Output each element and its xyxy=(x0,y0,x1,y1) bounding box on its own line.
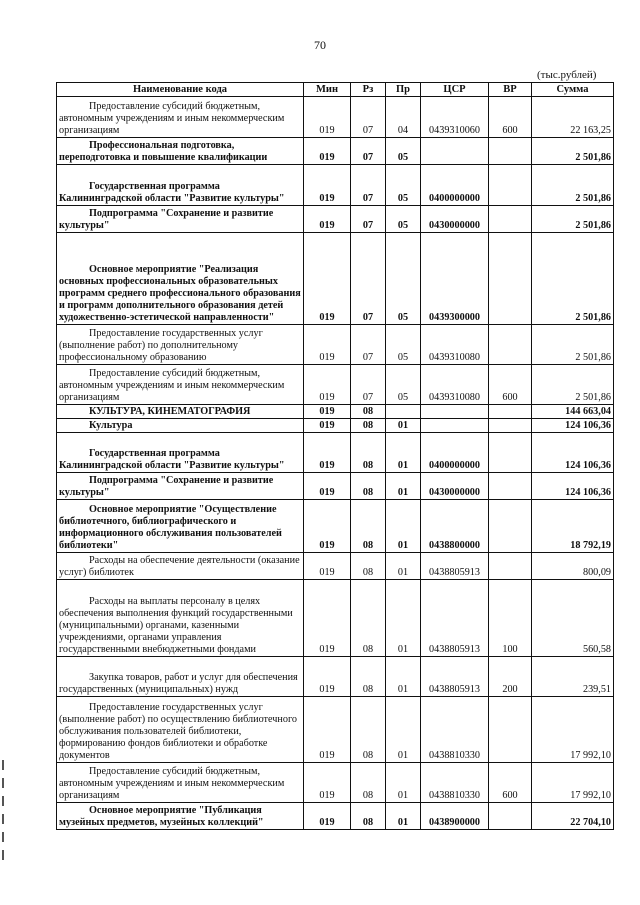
cell-vr xyxy=(489,233,532,325)
cell-min: 019 xyxy=(304,473,351,500)
cell-name: Подпрограмма "Сохранение и развитие культуры" xyxy=(57,206,304,233)
cell-name: Закупка товаров, работ и услуг для обеспечения государственных (муниципальных) нужд xyxy=(57,657,304,697)
cell-rz: 07 xyxy=(351,325,386,365)
cell-rz: 07 xyxy=(351,206,386,233)
cell-name: Расходы на обеспечение деятельности (оказание услуг) библиотек xyxy=(57,553,304,580)
cell-min: 019 xyxy=(304,657,351,697)
table-row xyxy=(57,433,614,473)
cell-vr xyxy=(489,206,532,233)
cell-vr xyxy=(489,803,532,830)
cell-min: 019 xyxy=(304,433,351,473)
cell-csr: 0439310080 xyxy=(421,325,489,365)
cell-rz: 08 xyxy=(351,405,386,419)
cell-pr: 05 xyxy=(386,165,421,206)
cell-vr xyxy=(489,553,532,580)
cell-sum: 239,51 xyxy=(532,657,614,697)
header-vr: ВР xyxy=(489,83,532,97)
table-row xyxy=(57,697,614,763)
scan-edge-marks xyxy=(2,760,5,900)
table-row xyxy=(57,553,614,580)
cell-csr: 0400000000 xyxy=(421,433,489,473)
cell-vr xyxy=(489,165,532,206)
cell-rz: 08 xyxy=(351,697,386,763)
cell-name: Предоставление государственных услуг (выполнение работ) по осуществлению библиотечного обслуживания пользователей библиотеки, формированию фондов библиотеки и обработке документов xyxy=(57,697,304,763)
cell-csr: 0439300000 xyxy=(421,233,489,325)
cell-name: Подпрограмма "Сохранение и развитие культуры" xyxy=(57,473,304,500)
table-row xyxy=(57,473,614,500)
cell-min: 019 xyxy=(304,165,351,206)
cell-csr xyxy=(421,138,489,165)
cell-sum: 22 163,25 xyxy=(532,97,614,138)
cell-rz: 08 xyxy=(351,553,386,580)
table-row xyxy=(57,803,614,830)
cell-name: Основное мероприятие "Реализация основных профессиональных образовательных программ среднего профессионального образования и программ дополнительного образования детей художественно-эстетической направленности" xyxy=(57,233,304,325)
cell-rz: 08 xyxy=(351,473,386,500)
table-row xyxy=(57,500,614,553)
cell-min: 019 xyxy=(304,138,351,165)
cell-rz: 07 xyxy=(351,138,386,165)
table-row xyxy=(57,419,614,433)
cell-pr: 01 xyxy=(386,500,421,553)
cell-pr: 05 xyxy=(386,206,421,233)
table-row xyxy=(57,405,614,419)
cell-pr: 01 xyxy=(386,473,421,500)
cell-sum: 18 792,19 xyxy=(532,500,614,553)
cell-vr: 600 xyxy=(489,97,532,138)
cell-pr: 05 xyxy=(386,365,421,405)
header-csr: ЦСР xyxy=(421,83,489,97)
table-row xyxy=(57,233,614,325)
cell-min: 019 xyxy=(304,233,351,325)
table-row xyxy=(57,97,614,138)
cell-sum: 124 106,36 xyxy=(532,473,614,500)
table-body xyxy=(57,97,614,830)
cell-sum: 22 704,10 xyxy=(532,803,614,830)
page-number: 70 xyxy=(314,38,326,52)
cell-rz: 07 xyxy=(351,365,386,405)
cell-name: Расходы на выплаты персоналу в целях обеспечения выполнения функций государственными (муниципальными) органами, казенными учреждениями, органами управления государственными внебюджетными фондами xyxy=(57,580,304,657)
cell-vr xyxy=(489,473,532,500)
cell-name: КУЛЬТУРА, КИНЕМАТОГРАФИЯ xyxy=(57,405,304,419)
cell-csr: 0438805913 xyxy=(421,580,489,657)
cell-sum: 124 106,36 xyxy=(532,419,614,433)
cell-vr xyxy=(489,419,532,433)
cell-name: Предоставление субсидий бюджетным, автономным учреждениям и иным некоммерческим организациям xyxy=(57,763,304,803)
cell-sum: 2 501,86 xyxy=(532,206,614,233)
cell-csr: 0438805913 xyxy=(421,553,489,580)
table-row xyxy=(57,206,614,233)
cell-rz: 08 xyxy=(351,433,386,473)
cell-pr: 01 xyxy=(386,553,421,580)
cell-pr xyxy=(386,405,421,419)
cell-vr: 200 xyxy=(489,657,532,697)
cell-pr: 01 xyxy=(386,433,421,473)
table-row xyxy=(57,165,614,206)
cell-vr: 100 xyxy=(489,580,532,657)
cell-pr: 01 xyxy=(386,657,421,697)
cell-csr: 0438900000 xyxy=(421,803,489,830)
cell-csr: 0439310060 xyxy=(421,97,489,138)
cell-pr: 01 xyxy=(386,419,421,433)
cell-sum: 2 501,86 xyxy=(532,365,614,405)
cell-sum: 17 992,10 xyxy=(532,697,614,763)
cell-min: 019 xyxy=(304,803,351,830)
cell-sum: 2 501,86 xyxy=(532,165,614,206)
cell-min: 019 xyxy=(304,500,351,553)
cell-name: Предоставление государственных услуг (выполнение работ) по дополнительному профессиональному образованию xyxy=(57,325,304,365)
cell-name: Основное мероприятие "Публикация музейных предметов, музейных коллекций" xyxy=(57,803,304,830)
cell-name: Государственная программа Калининградской области "Развитие культуры" xyxy=(57,165,304,206)
cell-min: 019 xyxy=(304,365,351,405)
table-row xyxy=(57,365,614,405)
table-header xyxy=(57,83,614,97)
cell-name: Культура xyxy=(57,419,304,433)
header-sum: Сумма xyxy=(532,83,614,97)
cell-csr: 0439310080 xyxy=(421,365,489,405)
cell-rz: 07 xyxy=(351,97,386,138)
cell-vr: 600 xyxy=(489,763,532,803)
cell-sum: 2 501,86 xyxy=(532,138,614,165)
cell-sum: 17 992,10 xyxy=(532,763,614,803)
cell-sum: 124 106,36 xyxy=(532,433,614,473)
cell-min: 019 xyxy=(304,419,351,433)
cell-min: 019 xyxy=(304,405,351,419)
cell-csr: 0438805913 xyxy=(421,657,489,697)
cell-sum: 2 501,86 xyxy=(532,233,614,325)
cell-min: 019 xyxy=(304,553,351,580)
cell-pr: 01 xyxy=(386,763,421,803)
cell-name: Профессиональная подготовка, переподготовка и повышение квалификации xyxy=(57,138,304,165)
cell-rz: 08 xyxy=(351,500,386,553)
cell-pr: 05 xyxy=(386,233,421,325)
cell-rz: 08 xyxy=(351,763,386,803)
header-name: Наименование кода xyxy=(57,83,304,97)
header-min: Мин xyxy=(304,83,351,97)
cell-vr xyxy=(489,325,532,365)
cell-rz: 08 xyxy=(351,657,386,697)
cell-pr: 01 xyxy=(386,803,421,830)
cell-rz: 08 xyxy=(351,580,386,657)
cell-csr: 0438810330 xyxy=(421,763,489,803)
table-row xyxy=(57,763,614,803)
cell-csr: 0430000000 xyxy=(421,206,489,233)
table-row xyxy=(57,580,614,657)
cell-csr xyxy=(421,419,489,433)
cell-sum: 800,09 xyxy=(532,553,614,580)
cell-rz: 07 xyxy=(351,165,386,206)
cell-vr: 600 xyxy=(489,365,532,405)
cell-pr: 05 xyxy=(386,138,421,165)
cell-vr xyxy=(489,500,532,553)
cell-pr: 04 xyxy=(386,97,421,138)
cell-min: 019 xyxy=(304,697,351,763)
cell-name: Основное мероприятие "Осуществление библиотечного, библиографического и информационного обслуживания пользователей библиотеки" xyxy=(57,500,304,553)
cell-min: 019 xyxy=(304,325,351,365)
cell-name: Государственная программа Калининградской области "Развитие культуры" xyxy=(57,433,304,473)
cell-vr xyxy=(489,405,532,419)
budget-table xyxy=(56,82,614,830)
cell-vr xyxy=(489,697,532,763)
header-pr: Пр xyxy=(386,83,421,97)
units-label: (тыс.рублей) xyxy=(537,69,597,81)
cell-pr: 01 xyxy=(386,580,421,657)
cell-vr xyxy=(489,433,532,473)
cell-min: 019 xyxy=(304,206,351,233)
cell-csr: 0400000000 xyxy=(421,165,489,206)
cell-rz: 08 xyxy=(351,803,386,830)
cell-min: 019 xyxy=(304,97,351,138)
table-row xyxy=(57,325,614,365)
cell-name: Предоставление субсидий бюджетным, автономным учреждениям и иным некоммерческим организациям xyxy=(57,365,304,405)
cell-pr: 05 xyxy=(386,325,421,365)
cell-vr xyxy=(489,138,532,165)
cell-csr: 0438800000 xyxy=(421,500,489,553)
cell-min: 019 xyxy=(304,580,351,657)
cell-sum: 560,58 xyxy=(532,580,614,657)
table-row xyxy=(57,657,614,697)
cell-rz: 08 xyxy=(351,419,386,433)
cell-name: Предоставление субсидий бюджетным, автономным учреждениям и иным некоммерческим организациям xyxy=(57,97,304,138)
cell-pr: 01 xyxy=(386,697,421,763)
cell-sum: 2 501,86 xyxy=(532,325,614,365)
cell-min: 019 xyxy=(304,763,351,803)
cell-csr: 0438810330 xyxy=(421,697,489,763)
table-row xyxy=(57,138,614,165)
cell-sum: 144 663,04 xyxy=(532,405,614,419)
cell-rz: 07 xyxy=(351,233,386,325)
cell-csr xyxy=(421,405,489,419)
cell-csr: 0430000000 xyxy=(421,473,489,500)
header-rz: Рз xyxy=(351,83,386,97)
